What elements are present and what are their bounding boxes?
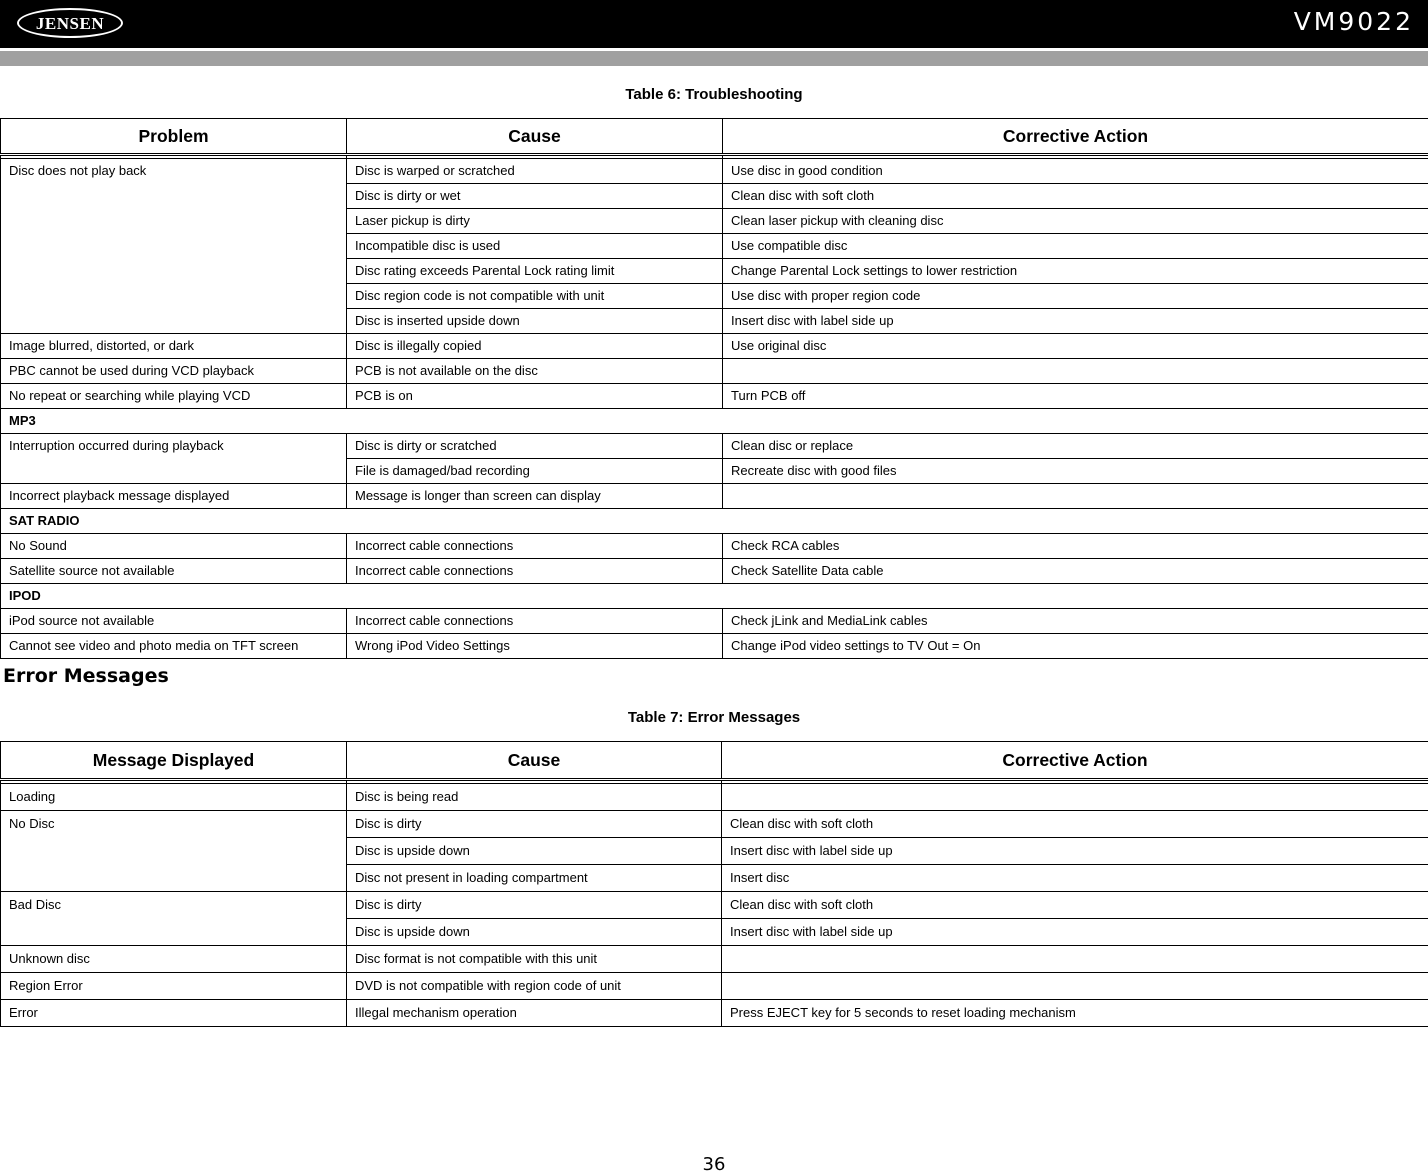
problem-cell: No repeat or searching while playing VCD [1, 384, 347, 409]
action-cell: Clean disc with soft cloth [723, 184, 1428, 209]
column-header-problem: Problem [1, 119, 347, 155]
table-row [1, 384, 1428, 409]
action-cell: Insert disc with label side up [723, 309, 1428, 334]
action-cell: Check jLink and MediaLink cables [723, 609, 1428, 634]
action-cell: Use original disc [723, 334, 1428, 359]
problem-cell: Incorrect playback message displayed [1, 484, 347, 509]
action-cell: Insert disc with label side up [722, 919, 1428, 946]
column-header-message: Message Displayed [1, 742, 347, 780]
cause-cell: Laser pickup is dirty [347, 209, 723, 234]
action-cell: Clean disc or replace [723, 434, 1428, 459]
troubleshooting-table-title: Table 6: Troubleshooting [0, 86, 1428, 103]
problem-cell: PBC cannot be used during VCD playback [1, 359, 347, 384]
action-cell [723, 484, 1428, 509]
action-cell [722, 973, 1428, 1000]
table-header-row [1, 119, 1428, 155]
problem-cell: No Sound [1, 534, 347, 559]
action-cell: Clean disc with soft cloth [722, 811, 1428, 838]
problem-cell: Satellite source not available [1, 559, 347, 584]
cause-cell: Disc is dirty [347, 811, 722, 838]
cause-cell: Disc is warped or scratched [347, 159, 723, 184]
action-cell: Change Parental Lock settings to lower restriction [723, 259, 1428, 284]
model-number: VM9022 [1294, 7, 1414, 36]
cause-cell: Disc is upside down [347, 919, 722, 946]
table-row [1, 892, 1428, 919]
header-stripe [0, 51, 1428, 66]
cause-cell: Wrong iPod Video Settings [347, 634, 723, 659]
problem-cell: Image blurred, distorted, or dark [1, 334, 347, 359]
table-row [1, 609, 1428, 634]
jensen-logo [17, 8, 123, 38]
table-row [1, 359, 1428, 384]
problem-cell: Cannot see video and photo media on TFT screen [1, 634, 347, 659]
problem-cell: Interruption occurred during playback [1, 434, 347, 484]
action-cell: Clean disc with soft cloth [722, 892, 1428, 919]
cause-cell: Disc not present in loading compartment [347, 865, 722, 892]
column-header-action: Corrective Action [723, 119, 1428, 155]
table-row [1, 534, 1428, 559]
table-row [1, 509, 1428, 534]
action-cell: Clean laser pickup with cleaning disc [723, 209, 1428, 234]
table-row [1, 409, 1428, 434]
error-messages-table-title: Table 7: Error Messages [0, 709, 1428, 726]
action-cell: Press EJECT key for 5 seconds to reset loading mechanism [722, 1000, 1428, 1027]
section-label-cell: IPOD [1, 584, 1428, 609]
action-cell [722, 784, 1428, 811]
problem-cell: Error [1, 1000, 347, 1027]
cause-cell: Disc is dirty or scratched [347, 434, 723, 459]
problem-cell: Unknown disc [1, 946, 347, 973]
page-number: 36 [0, 1154, 1428, 1175]
cause-cell: PCB is not available on the disc [347, 359, 723, 384]
cause-cell: Disc is illegally copied [347, 334, 723, 359]
cause-cell: Incorrect cable connections [347, 559, 723, 584]
cause-cell: Disc format is not compatible with this unit [347, 946, 722, 973]
table-header-row [1, 742, 1428, 780]
column-header-cause: Cause [347, 742, 722, 780]
jensen-logo-text: JENSEN [36, 14, 104, 33]
page-header [0, 0, 1428, 48]
cause-cell: DVD is not compatible with region code of unit [347, 973, 722, 1000]
cause-cell: Disc region code is not compatible with unit [347, 284, 723, 309]
action-cell: Insert disc [722, 865, 1428, 892]
table-row [1, 784, 1428, 811]
table-row [1, 946, 1428, 973]
column-header-action: Corrective Action [722, 742, 1428, 780]
table-row [1, 634, 1428, 659]
cause-cell: Incorrect cable connections [347, 534, 723, 559]
table-row [1, 584, 1428, 609]
action-cell [722, 946, 1428, 973]
cause-cell: Disc rating exceeds Parental Lock rating limit [347, 259, 723, 284]
problem-cell: No Disc [1, 811, 347, 892]
table-row [1, 434, 1428, 459]
table-row [1, 1000, 1428, 1027]
section-label-cell: SAT RADIO [1, 509, 1428, 534]
action-cell: Insert disc with label side up [722, 838, 1428, 865]
action-cell: Change iPod video settings to TV Out = On [723, 634, 1428, 659]
cause-cell: Disc is being read [347, 784, 722, 811]
cause-cell: Incompatible disc is used [347, 234, 723, 259]
section-label-cell: MP3 [1, 409, 1428, 434]
table-row [1, 811, 1428, 838]
action-cell: Use disc with proper region code [723, 284, 1428, 309]
cause-cell: Incorrect cable connections [347, 609, 723, 634]
action-cell: Check RCA cables [723, 534, 1428, 559]
problem-cell: Bad Disc [1, 892, 347, 946]
problem-cell: Region Error [1, 973, 347, 1000]
table-row [1, 559, 1428, 584]
action-cell: Turn PCB off [723, 384, 1428, 409]
action-cell: Recreate disc with good files [723, 459, 1428, 484]
action-cell: Check Satellite Data cable [723, 559, 1428, 584]
cause-cell: Disc is upside down [347, 838, 722, 865]
table-row [1, 973, 1428, 1000]
cause-cell: Disc is inserted upside down [347, 309, 723, 334]
column-header-cause: Cause [347, 119, 723, 155]
action-cell: Use compatible disc [723, 234, 1428, 259]
error-messages-heading: Error Messages [3, 665, 169, 687]
problem-cell: Disc does not play back [1, 159, 347, 334]
troubleshooting-table [0, 118, 1428, 659]
cause-cell: Disc is dirty or wet [347, 184, 723, 209]
table-row [1, 159, 1428, 184]
cause-cell: Illegal mechanism operation [347, 1000, 722, 1027]
error-messages-table [0, 741, 1428, 1027]
action-cell [723, 359, 1428, 384]
cause-cell: PCB is on [347, 384, 723, 409]
problem-cell: Loading [1, 784, 347, 811]
table-row [1, 334, 1428, 359]
cause-cell: Message is longer than screen can display [347, 484, 723, 509]
cause-cell: Disc is dirty [347, 892, 722, 919]
cause-cell: File is damaged/bad recording [347, 459, 723, 484]
table-row [1, 484, 1428, 509]
problem-cell: iPod source not available [1, 609, 347, 634]
action-cell: Use disc in good condition [723, 159, 1428, 184]
